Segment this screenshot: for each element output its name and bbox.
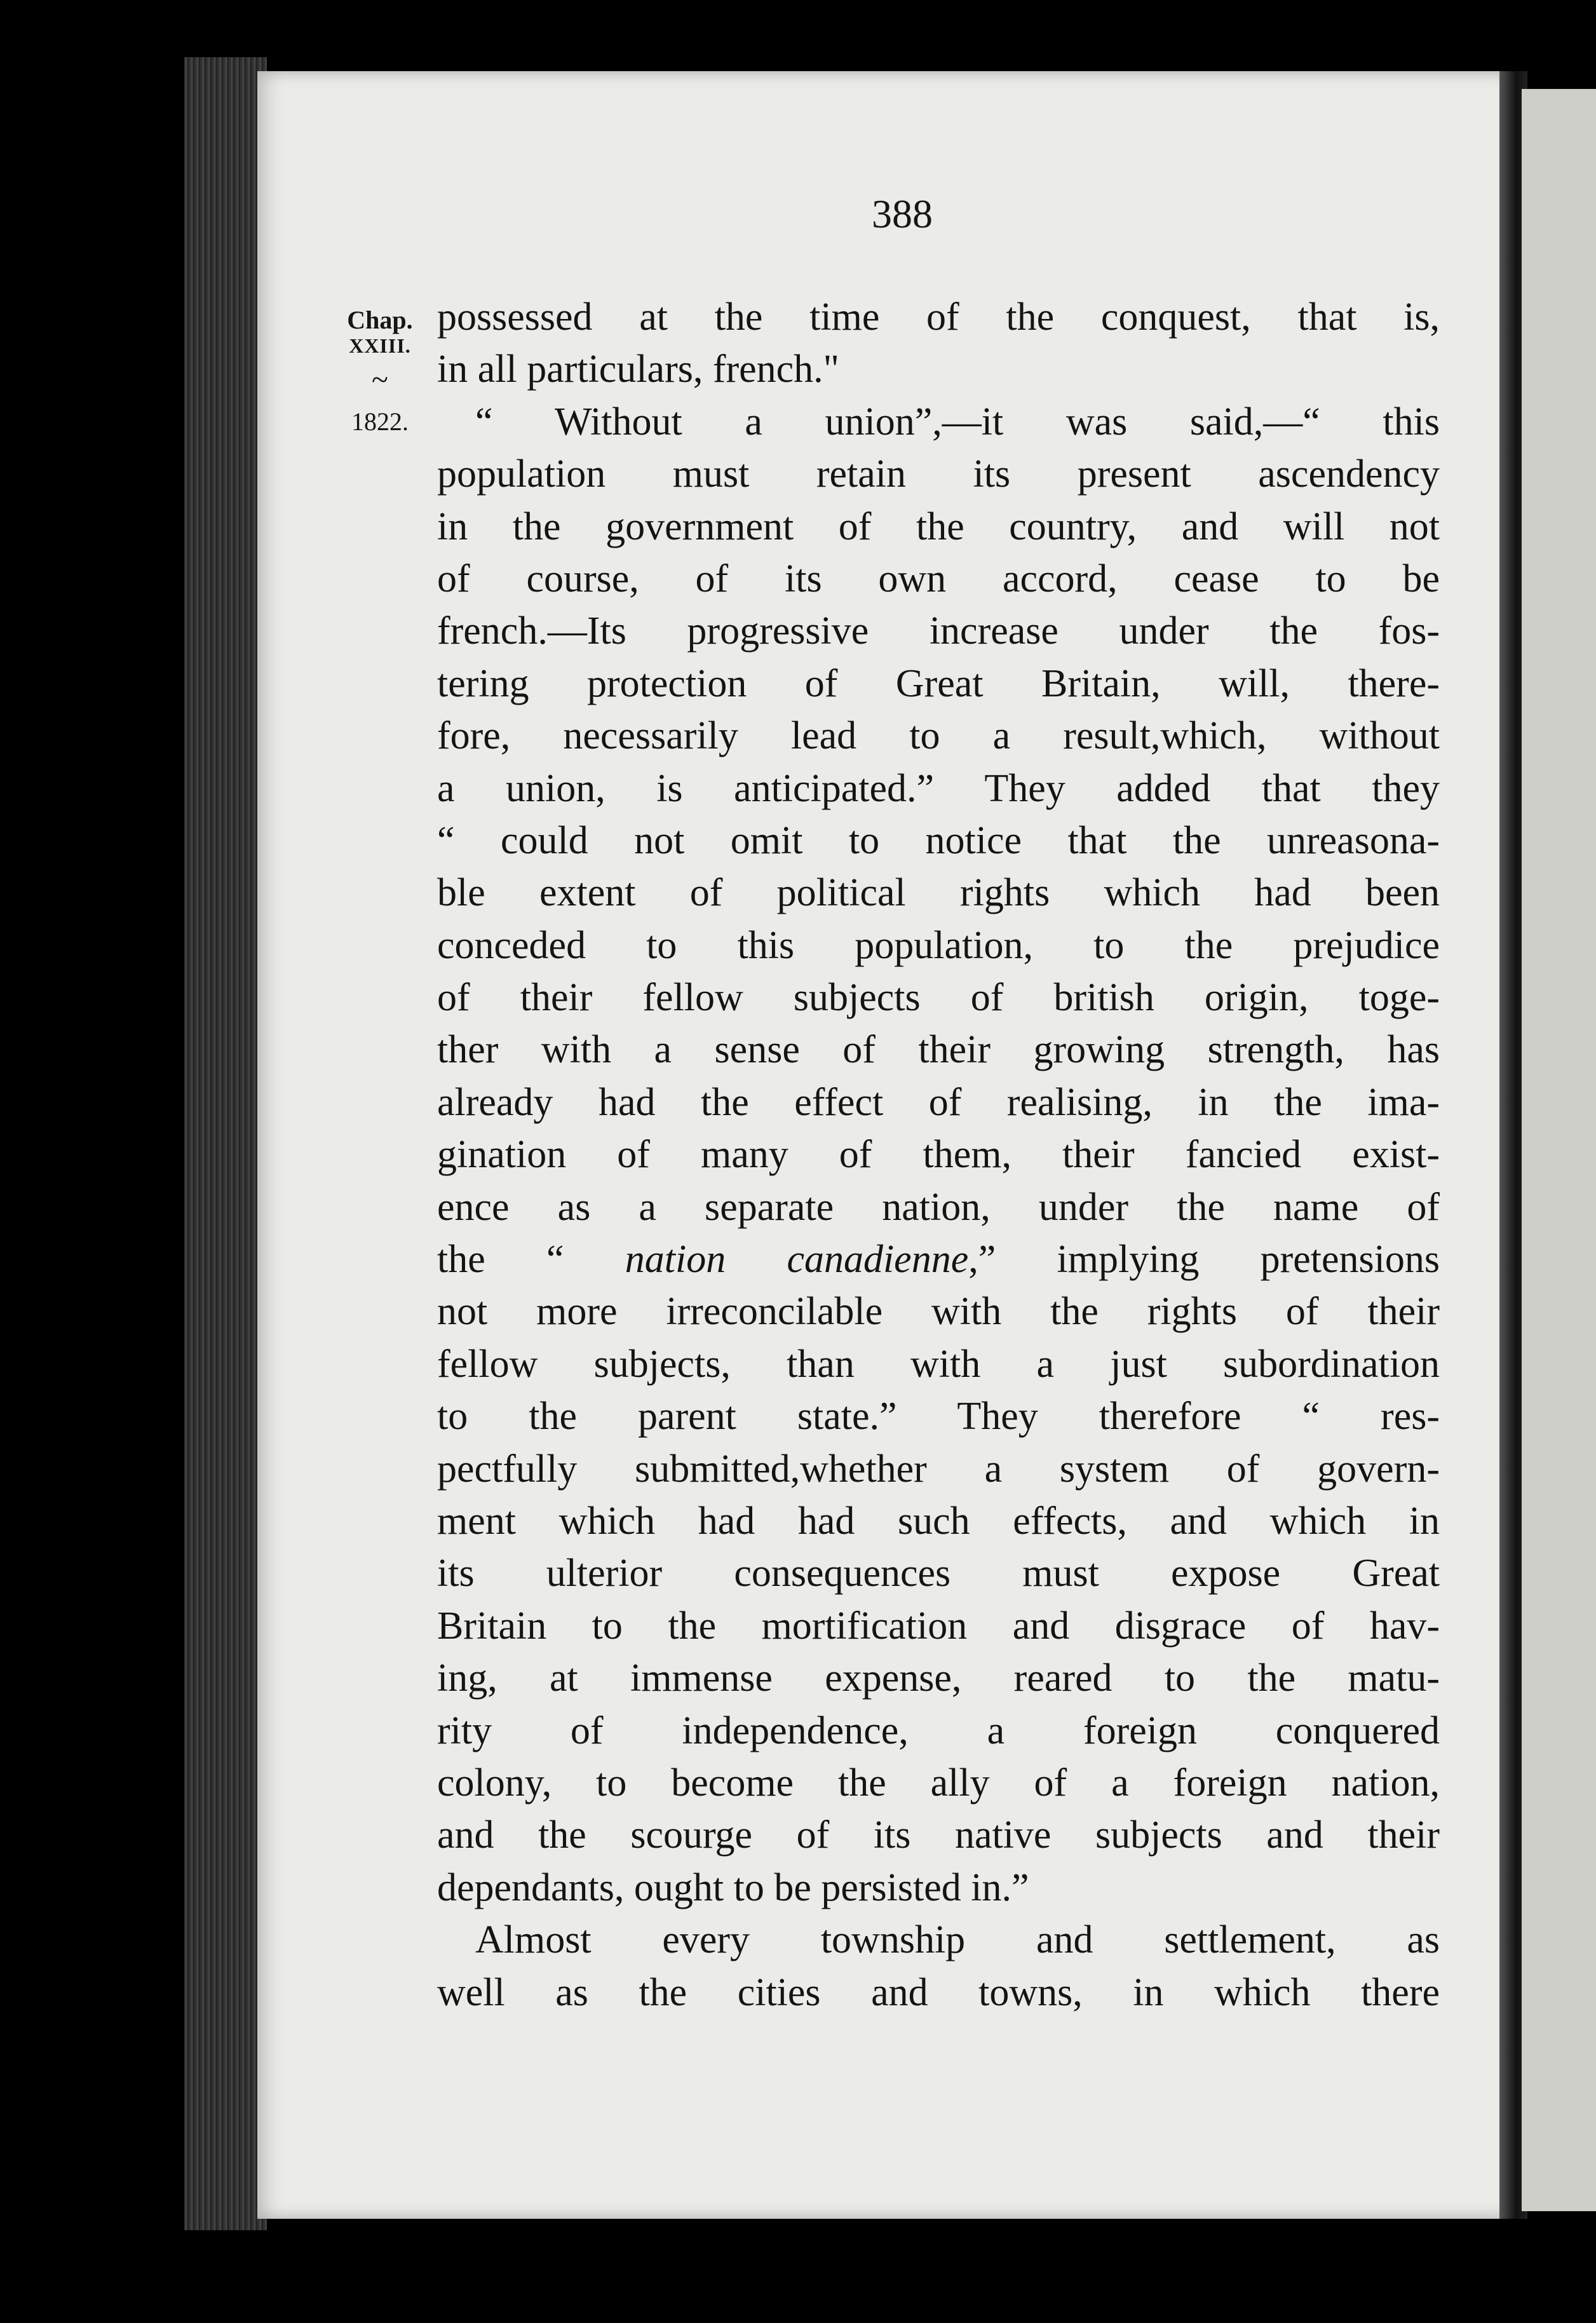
italic-phrase: nation canadienne — [625, 1238, 969, 1282]
adjacent-page-strip — [1522, 89, 1596, 2211]
text-line: conceded to this population, to the prejudice — [437, 923, 1440, 967]
text-line: Britain to the mortification and disgrace of hav- — [437, 1604, 1440, 1648]
text-line: fellow subjects, than with a just subordination — [437, 1342, 1440, 1386]
text-line: rity of independence, a foreign conquered — [437, 1709, 1440, 1752]
text-line: colony, to become the ally of a foreign nation, — [437, 1761, 1440, 1805]
text-line: fore, necessarily lead to a result,which, without — [437, 714, 1440, 758]
text-line: pectfully submitted,whether a system of govern- — [437, 1447, 1440, 1491]
text-line: dependants, ought to be persisted in.” — [437, 1866, 1029, 1909]
text-line: ence as a separate nation, under the name of — [437, 1185, 1440, 1229]
text-line: well as the cities and towns, in which there — [437, 1970, 1440, 2014]
text-line: not more irreconcilable with the rights of their — [437, 1290, 1440, 1334]
text-line: of their fellow subjects of british origin, toge- — [437, 976, 1440, 1020]
text-line: in the government of the country, and will not — [437, 505, 1440, 548]
margin-chapter-number: XXIII. — [349, 334, 411, 357]
margin-flourish: ~ — [372, 363, 388, 396]
text-line: to the parent state.” They therefore “ res- — [437, 1395, 1440, 1439]
text-line: french.—Its progressive increase under the fos- — [437, 609, 1440, 653]
text-line: in all particulars, french." — [437, 348, 839, 391]
body-text — [437, 291, 1440, 2019]
text-line: ing, at immense expense, reared to the matu- — [437, 1656, 1440, 1700]
text-line: ther with a sense of their growing strength, has — [437, 1028, 1440, 1072]
text-line: ment which had had such effects, and which in — [437, 1499, 1440, 1543]
margin-chapter-label: Chap. — [347, 306, 413, 334]
text-line: its ulterior consequences must expose Great — [437, 1552, 1440, 1595]
text-line: ble extent of political rights which had been — [437, 871, 1440, 915]
text-line: population must retain its present ascendency — [437, 452, 1440, 496]
page-number: 388 — [872, 191, 933, 236]
margin-year: 1822. — [351, 407, 409, 436]
text-line: possessed at the time of the conquest, that is, — [437, 295, 1440, 339]
text-line: a union, is anticipated.” They added that they — [437, 766, 1440, 810]
text-line: the “ nation canadienne,” implying pretensions — [437, 1238, 1440, 1282]
text-line: Almost every township and settlement, as — [475, 1918, 1440, 1962]
text-line: and the scourge of its native subjects and their — [437, 1813, 1440, 1857]
text-line: of course, of its own accord, cease to be — [437, 557, 1440, 600]
text-line: gination of many of them, their fancied exist- — [437, 1133, 1440, 1177]
text-line: already had the effect of realising, in the ima- — [437, 1080, 1440, 1124]
book-edge — [184, 57, 267, 2230]
text-line: “ Without a union”,—it was said,—“ this — [475, 400, 1440, 444]
text-line: “ could not omit to notice that the unreasona- — [437, 818, 1440, 862]
text-line: tering protection of Great Britain, will, there- — [437, 661, 1440, 705]
